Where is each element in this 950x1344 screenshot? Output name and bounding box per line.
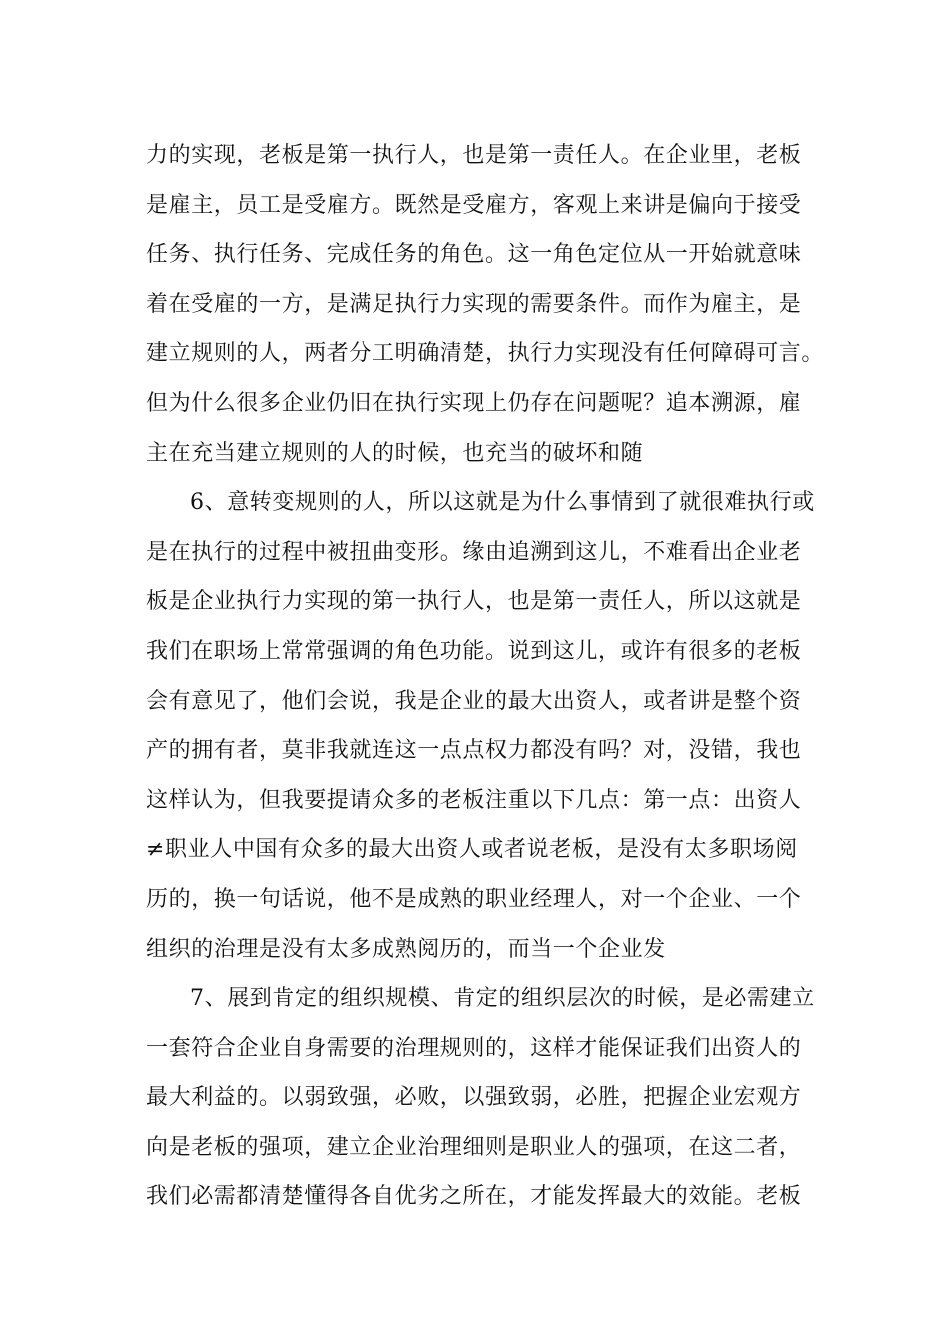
text-line: 力的实现，老板是第一执行人，也是第一责任人。在企业里，老板 [146, 143, 802, 168]
text-line: 产的拥有者，莫非我就连这一点点权力都没有吗？对，没错，我也 [146, 738, 802, 764]
text-line: 6、意转变规则的人，所以这就是为什么事情到了就很难执行或 [190, 490, 815, 516]
text-line: 历的，换一句话说，他不是成熟的职业经理人，对一个企业、一个 [146, 886, 802, 912]
paragraph-6 [146, 478, 826, 974]
paragraph-7 [146, 974, 826, 1222]
paragraph-1 [146, 131, 826, 478]
text-line: 最大利益的。以弱致强，必败，以强致弱，必胜，把握企业宏观方 [146, 1085, 802, 1111]
text-line: 我们必需都清楚懂得各自优劣之所在，才能发挥最大的效能。老板 [146, 1184, 802, 1210]
text-line: 组织的治理是没有太多成熟阅历的，而当一个企业发 [146, 936, 666, 962]
text-line: 是在执行的过程中被扭曲变形。缘由追溯到这儿，不难看出企业老 [146, 539, 802, 565]
text-line: ≠职业人中国有众多的最大出资人或者说老板，是没有太多职场阅 [146, 837, 798, 863]
text-line: 这样认为，但我要提请众多的老板注重以下几点：第一点：出资人 [146, 787, 802, 813]
text-line: 任务、执行任务、完成任务的角色。这一角色定位从一开始就意味 [146, 242, 802, 268]
text-line: 板是企业执行力实现的第一执行人，也是第一责任人，所以这就是 [146, 589, 802, 615]
text-line: 会有意见了，他们会说，我是企业的最大出资人，或者讲是整个资 [146, 688, 802, 714]
text-line: 我们在职场上常常强调的角色功能。说到这儿，或许有很多的老板 [146, 638, 802, 664]
text-line: 向是老板的强项，建立企业治理细则是职业人的强项，在这二者， [146, 1134, 802, 1160]
document-body [146, 131, 826, 1222]
text-line: 建立规则的人，两者分工明确清楚，执行力实现没有任何障碍可言。 [146, 341, 825, 367]
text-line: 主在充当建立规则的人的时候，也充当的破坏和随 [146, 440, 644, 466]
text-line: 一套符合企业自身需要的治理规则的，这样才能保证我们出资人的 [146, 1035, 802, 1061]
text-line: 着在受雇的一方，是满足执行力实现的需要条件。而作为雇主，是 [146, 291, 802, 317]
text-line: 7、展到肯定的组织规模、肯定的组织层次的时候，是必需建立 [190, 986, 815, 1012]
text-line: 但为什么很多企业仍旧在执行实现上仍存在问题呢？追本溯源，雇 [146, 390, 802, 416]
text-line: 是雇主，员工是受雇方。既然是受雇方，客观上来讲是偏向于接受 [146, 192, 802, 218]
